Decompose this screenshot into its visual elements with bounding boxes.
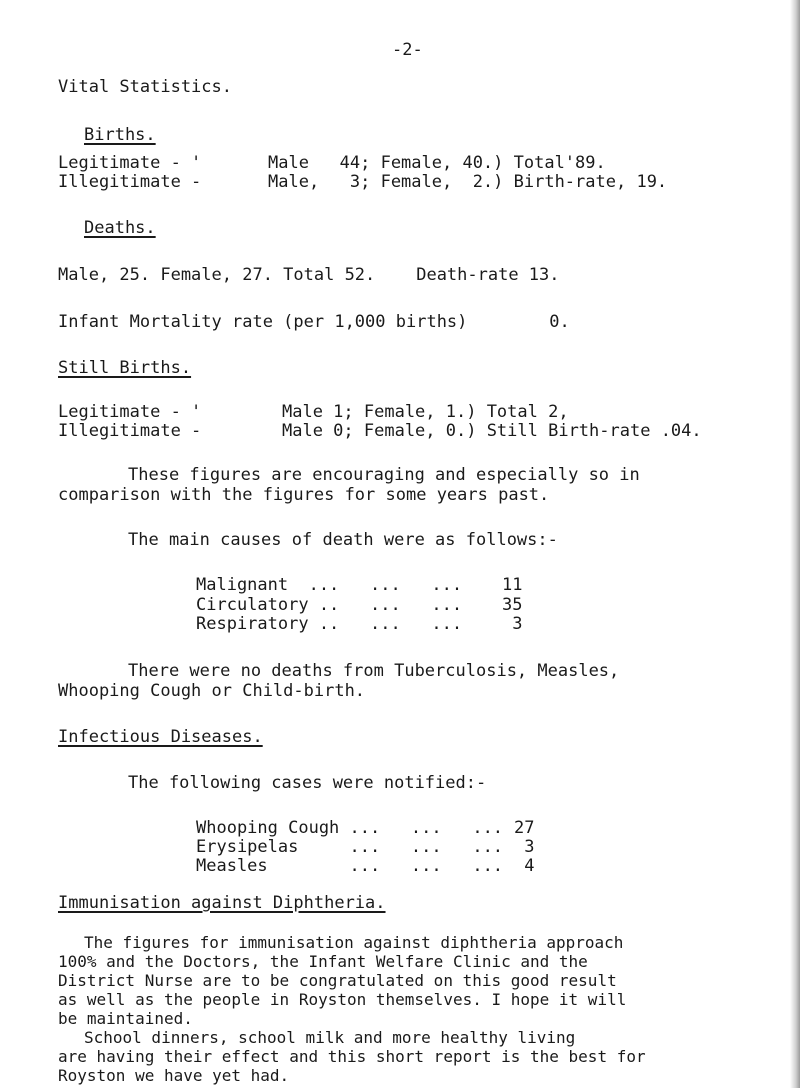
still-births-illegitimate-values: Male 0; Female, 0.) Still Birth-rate .04. — [282, 421, 702, 441]
births-legitimate-label: Legitimate - ' — [58, 153, 202, 173]
immunisation-heading: Immunisation against Diphtheria. — [58, 893, 386, 913]
paragraph-line: are having their effect and this short report is the best for — [58, 1047, 646, 1066]
cause-label: Circulatory .. ... ... — [196, 595, 463, 615]
causes-intro: The main causes of death were as follows:- — [128, 530, 558, 550]
infant-mortality: Infant Mortality rate (per 1,000 births) 0. — [58, 312, 570, 332]
births-heading: Births. — [84, 125, 156, 145]
infectious-intro: The following cases were notified:- — [128, 773, 487, 793]
disease-value: 3 — [514, 837, 535, 857]
cause-value: 3 — [502, 614, 523, 634]
paragraph-line: Whooping Cough or Child-birth. — [58, 681, 366, 701]
scan-edge-shadow — [790, 0, 800, 1088]
still-births-legitimate-label: Legitimate - ' — [58, 402, 202, 422]
cause-value: 11 — [502, 575, 523, 595]
still-births-legitimate-values: Male 1; Female, 1.) Total 2, — [282, 402, 569, 422]
births-illegitimate-label: Illegitimate - — [58, 172, 202, 192]
paragraph-line: comparison with the figures for some years past. — [58, 485, 550, 505]
cause-label: Malignant ... ... ... — [196, 575, 463, 595]
paragraph-line: as well as the people in Royston themselves. I hope it will — [58, 990, 627, 1009]
disease-label: Erysipelas ... ... ... — [196, 837, 504, 857]
paragraph-line: These figures are encouraging and especially so in — [128, 465, 640, 485]
paragraph-line: The figures for immunisation against diphtheria approach — [84, 933, 624, 952]
infectious-heading: Infectious Diseases. — [58, 727, 263, 747]
deaths-heading: Deaths. — [84, 218, 156, 238]
paragraph-line: District Nurse are to be congratulated on this good result — [58, 971, 617, 990]
paragraph-line: There were no deaths from Tuberculosis, Measles, — [128, 661, 620, 681]
births-legitimate-values: Male 44; Female, 40.) Total'89. — [268, 153, 606, 173]
cause-label: Respiratory .. ... ... — [196, 614, 463, 634]
still-births-heading: Still Births. — [58, 358, 192, 378]
page-number: -2- — [392, 40, 423, 60]
paragraph-line: School dinners, school milk and more healthy living — [84, 1028, 576, 1047]
disease-label: Whooping Cough ... ... ... — [196, 818, 504, 838]
cause-value: 35 — [502, 595, 523, 615]
document-title: Vital Statistics. — [58, 77, 232, 97]
still-births-illegitimate-label: Illegitimate - — [58, 421, 202, 441]
paragraph-line: be maintained. — [58, 1009, 193, 1028]
births-illegitimate-values: Male, 3; Female, 2.) Birth-rate, 19. — [268, 172, 668, 192]
paragraph-line: 100% and the Doctors, the Infant Welfare Clinic and the — [58, 952, 588, 971]
paragraph-line: Royston we have yet had. — [58, 1066, 290, 1085]
disease-value: 27 — [514, 818, 535, 838]
disease-value: 4 — [514, 856, 535, 876]
disease-label: Measles ... ... ... — [196, 856, 504, 876]
deaths-totals: Male, 25. Female, 27. Total 52. Death-rate 13. — [58, 265, 560, 285]
